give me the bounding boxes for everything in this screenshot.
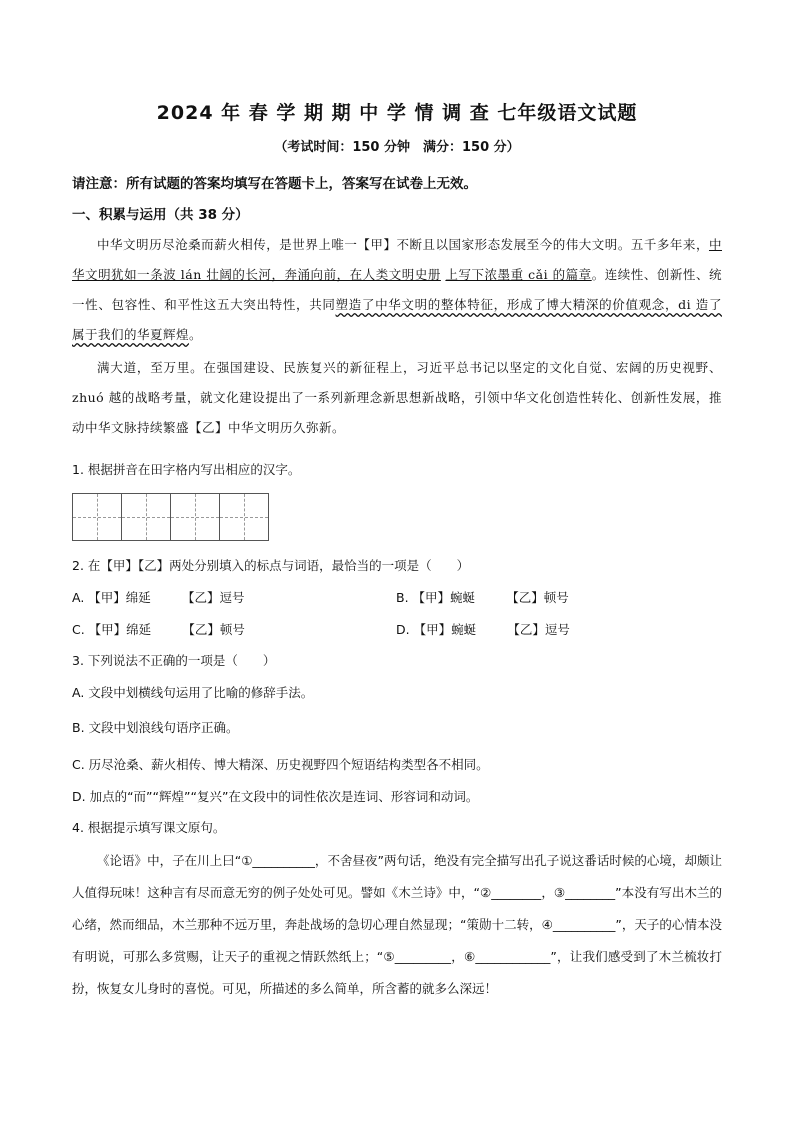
- question-2: 2. 在【甲】【乙】两处分别填入的标点与词语，最恰当的一项是（ ）: [72, 558, 470, 573]
- q3-option-b[interactable]: B. 文段中划浪线句语序正确。: [72, 720, 239, 735]
- passage-paragraph-2: 满大道，至万里。在强国建设、民族复兴的新征程上，习近平总书记以坚定的文化自觉、宏阔的历史视野、zhuó 越的战略考量，就文化建设提出了一系列新理念新思想新战略，引领中华文化创造性转化、创新性发展，推动中华文脉持续繁盛【乙】中华文明历久弥新。: [72, 360, 722, 435]
- q3-option-a[interactable]: A. 文段中划横线句运用了比喻的修辞手法。: [72, 685, 314, 700]
- q2-option-d[interactable]: D. 【甲】蜿蜒 【乙】逗号: [396, 622, 570, 637]
- q2-option-a[interactable]: A. 【甲】绵延 【乙】逗号: [72, 590, 245, 605]
- question-4: 4. 根据提示填写课文原句。: [72, 820, 226, 835]
- passage-text: 中华文明历尽沧桑而薪火相传，是世界上唯一【甲】不断且以国家形态发展至今的伟大文明。五千多年来，: [97, 237, 709, 252]
- q2-option-b[interactable]: B. 【甲】蜿蜒 【乙】顿号: [396, 590, 569, 605]
- tian-grid[interactable]: [72, 493, 269, 541]
- q2-option-c[interactable]: C. 【甲】绵延 【乙】顿号: [72, 622, 245, 637]
- underlined-sentence-cont: 上写下浓墨重 cǎi 的篇章: [445, 267, 592, 282]
- exam-title: 2024 年 春 学 期 期 中 学 情 调 查 七年级语文试题: [156, 102, 638, 124]
- exam-subtitle: （考试时间：150 分钟 满分：150 分）: [274, 140, 520, 155]
- grid-cell[interactable]: [122, 494, 171, 540]
- q3-option-c[interactable]: C. 历尽沧桑、薪火相传、博大精深、历史视野四个短语结构类型各不相同。: [72, 757, 489, 772]
- passage-paragraph-1: [72, 230, 722, 350]
- underlined-sentence: 中华文明犹如一条波 lán 壮阔的长河，奔涌向前，在人类文明史册: [72, 237, 722, 282]
- grid-cell[interactable]: [220, 494, 268, 540]
- notice-text: 请注意：所有试题的答案均填写在答题卡上，答案写在试卷上无效。: [72, 176, 477, 192]
- wavy-sentence: 塑造了中华文明的整体特征，形成了博大精深的价值观念，di 造了属于我们的华夏辉煌: [72, 297, 722, 342]
- question-3: 3. 下列说法不正确的一项是（ ）: [72, 653, 276, 668]
- question-4-body: 《论语》中，子在川上曰“①__________，不舍昼夜”两句话，绝没有完全描写出孔子说这番话时候的心境，却颇让人值得玩味！这种言有尽而意无穷的例子处处可见。譬如《木兰诗》中，“②________，③________”本没有写出木兰的心绪，然而细品，木兰那种不远万里，奔赴战场的急切心理自然显现；“策勋十二转，④__________”，天子的心情本没有明说，可那么多赏赐，让天子的重视之情跃然纸上；“⑤_________，⑥____________”，让我们感受到了木兰梳妆打扮，恢复女儿身时的喜悦。可见，所描述的多么简单，所含蓄的就多么深远！: [72, 853, 722, 996]
- passage-text: 。: [189, 327, 203, 342]
- q3-option-d[interactable]: D. 加点的“而”“辉煌”“复兴”在文段中的词性依次是连词、形容词和动词。: [72, 789, 479, 804]
- grid-cell[interactable]: [73, 494, 122, 540]
- section-heading: 一、积累与运用（共 38 分）: [72, 207, 249, 223]
- passage-text: 。连续性、创新性、统一性、包容性、和平性这五大突出特性，共同: [72, 267, 722, 312]
- grid-cell[interactable]: [171, 494, 220, 540]
- question-1: 1. 根据拼音在田字格内写出相应的汉字。: [72, 462, 301, 477]
